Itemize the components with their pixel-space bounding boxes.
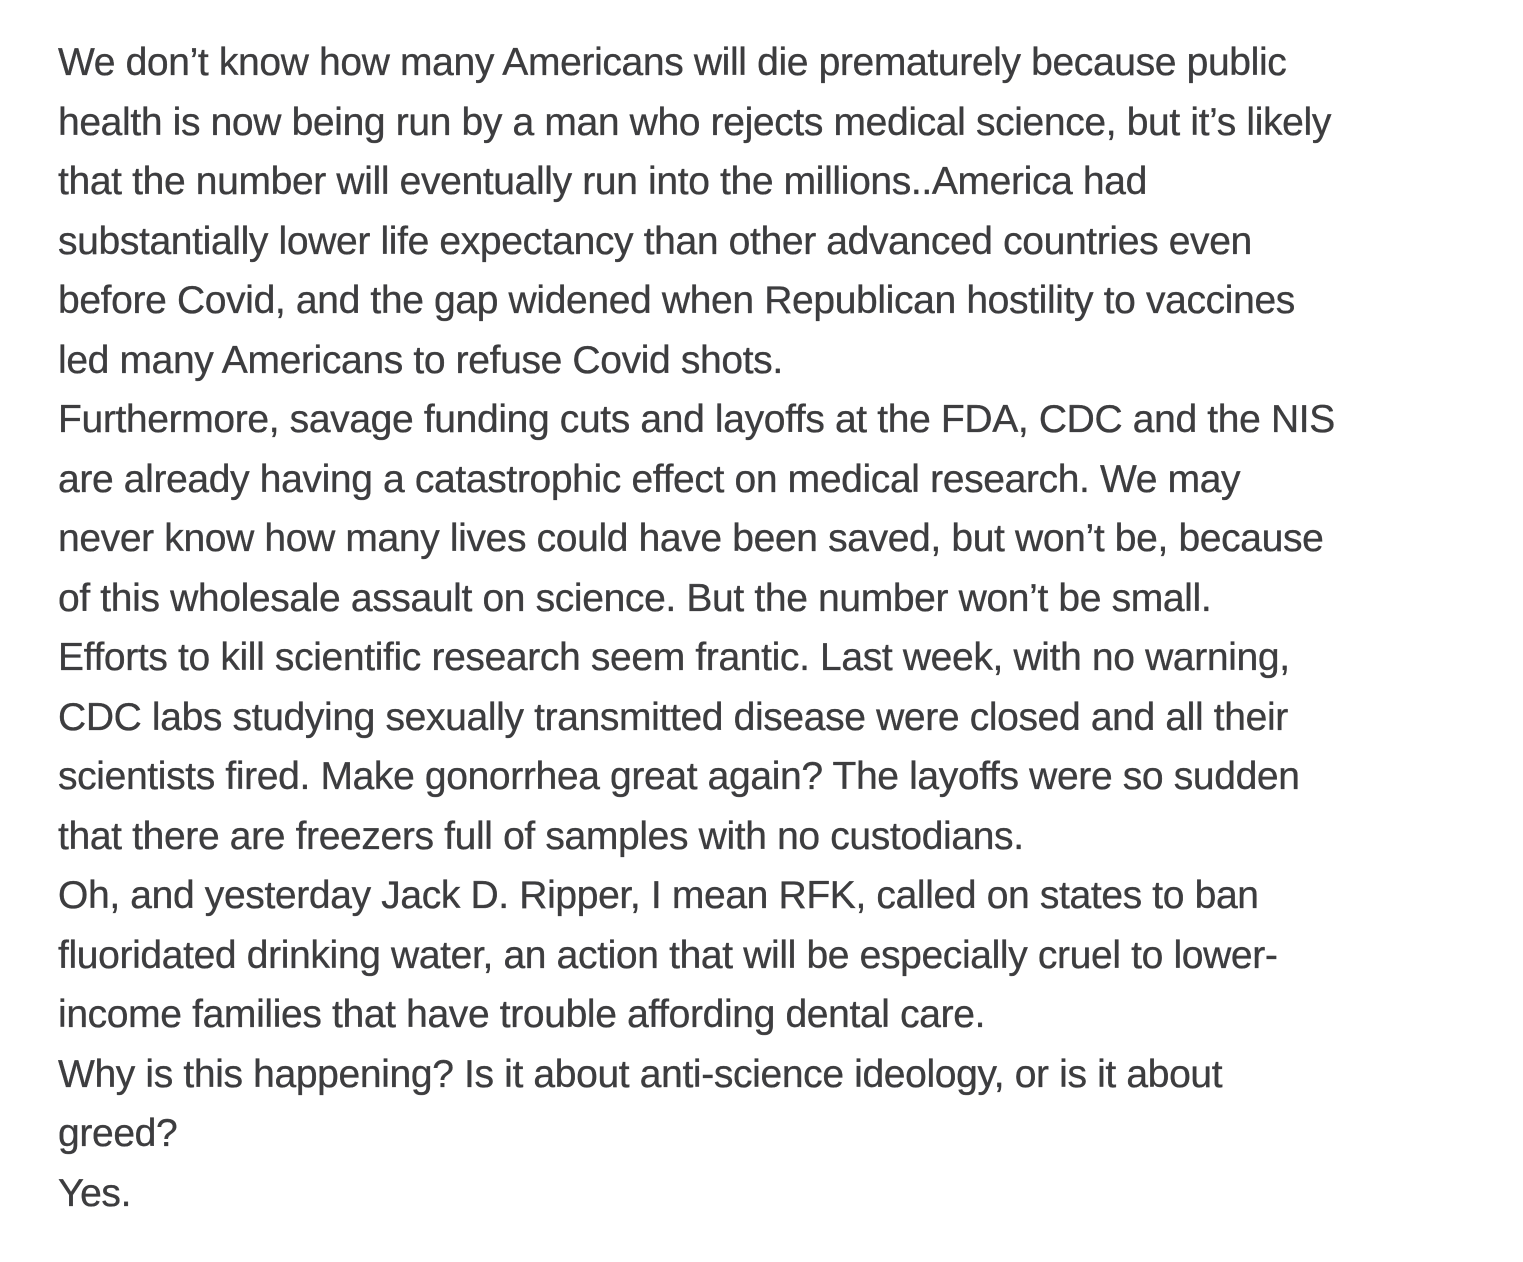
note-line: CDC labs studying sexually transmitted disease were closed and all their (58, 695, 1288, 739)
note-line: fluoridated drinking water, an action that will be especially cruel to lower- (58, 933, 1278, 977)
note-line: health is now being run by a man who rejects medical science, but it’s likely (58, 100, 1331, 144)
note-line: Oh, and yesterday Jack D. Ripper, I mean RFK, called on states to ban (58, 874, 1259, 917)
note-line: greed? (58, 1112, 178, 1155)
note-line: before Covid, and the gap widened when Republican hostility to vaccines (58, 279, 1295, 322)
note-line: Furthermore, savage funding cuts and layoffs at the FDA, CDC and the NIS (58, 398, 1335, 441)
note-line: are already having a catastrophic effect on medical research. We may (58, 457, 1241, 501)
note-line: We don’t know how many Americans will die prematurely because public (58, 41, 1287, 84)
note-body[interactable] (58, 33, 1478, 1223)
note-line: Efforts to kill scientific research seem frantic. Last week, with no warning, (58, 636, 1290, 679)
note-line: Yes. (58, 1171, 132, 1215)
note-line: of this wholesale assault on science. But the number won’t be small. (58, 576, 1212, 620)
note-line: Why is this happening? Is it about anti-science ideology, or is it about (58, 1052, 1223, 1096)
note-line: income families that have trouble affording dental care. (58, 993, 986, 1036)
note-line: that the number will eventually run into the millions..America had (58, 160, 1147, 203)
note-line: never know how many lives could have been saved, but won’t be, because (58, 517, 1324, 560)
note-line: substantially lower life expectancy than other advanced countries even (58, 219, 1252, 263)
note-line: scientists fired. Make gonorrhea great again? The layoffs were so sudden (58, 755, 1300, 798)
note-line: led many Americans to refuse Covid shots. (58, 338, 783, 382)
note-line: that there are freezers full of samples with no custodians. (58, 814, 1024, 858)
